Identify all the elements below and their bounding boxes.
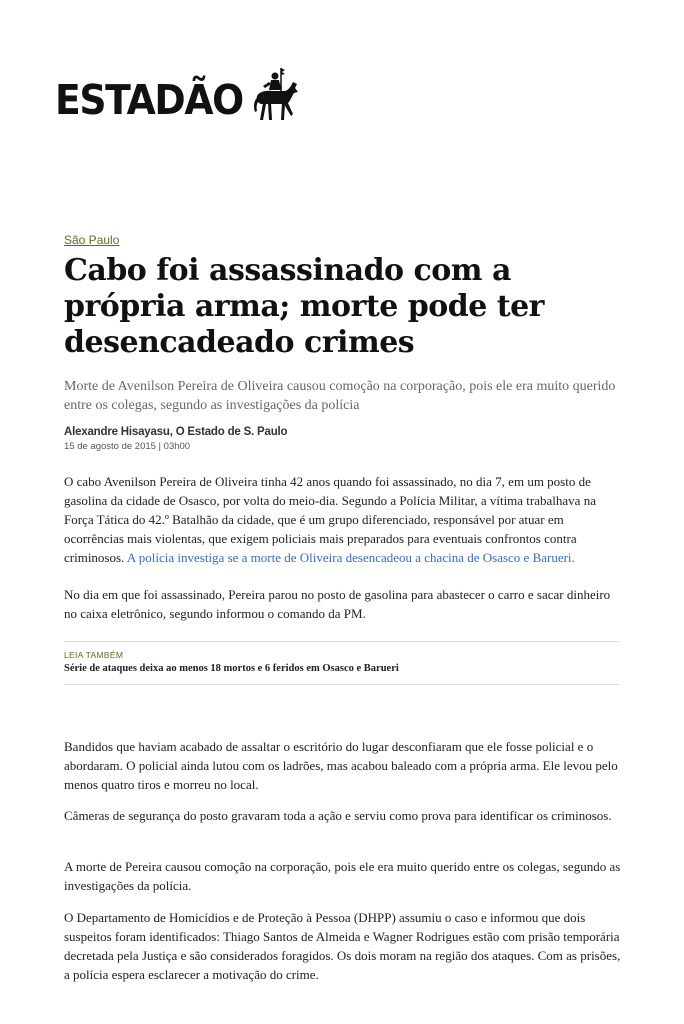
section-link[interactable]: São Paulo: [64, 233, 120, 247]
site-logo[interactable]: [55, 66, 299, 122]
paragraph-5: A morte de Pereira causou comoção na corporação, pois ele era muito querido entre os colegas, segundo as investigações da polícia.: [64, 859, 621, 893]
paragraph-1-text: O cabo Avenilson Pereira de Oliveira tinha 42 anos quando foi assassinado, no dia 7, em um posto de gasolina da cidade de Osasco, por volta do meio-dia. Segundo a Polícia Militar, a vítima trabalhava na Força Tática do 42.º Batalhão da cidade, que é um grupo diferenciado, responsável por atuar em ocorrências mais violentas, que exigem policiais mais preparados para eventuais confrontos contra criminosos.: [64, 474, 596, 565]
paragraph-2: No dia em que foi assassinado, Pereira parou no posto de gasolina para abastecer o carro e sacar dinheiro no caixa eletrônico, segundo informou o comando da PM.: [64, 587, 611, 621]
paragraph-3: Bandidos que haviam acabado de assaltar o escritório do lugar desconfiaram que ele fosse policial e o abordaram. O policial ainda lutou com os ladrões, mas acabou baleado com a própria arma. Ele levou pelo menos quatro tiros e morreu no local.: [64, 739, 618, 792]
related-label: LEIA TAMBÉM: [64, 650, 124, 660]
paragraph-1: [64, 472, 624, 567]
paragraph-4: Câmeras de segurança do posto gravaram toda a ação e serviu como prova para identificar os criminosos.: [64, 808, 612, 823]
logo-text: ESTADÃO: [55, 76, 243, 124]
article-title: Cabo foi assassinado com a própria arma; morte pode ter desencadeado crimes: [64, 253, 544, 360]
paragraph-6: O Departamento de Homicídios e de Proteção à Pessoa (DHPP) assumiu o caso e informou que dois suspeitos foram identificados: Thiago Santos de Almeida e Wagner Rodrigues estão com prisão temporária decretada pela Justiça e são considerados foragidos. Os dois moram na região dos ataques. Com as prisões, a polícia espera esclarecer a motivação do crime.: [64, 910, 621, 982]
related-article-link[interactable]: Série de ataques deixa ao menos 18 mortos e 6 feridos em Osasco e Barueri: [64, 663, 399, 674]
horse-rider-icon: [251, 66, 299, 122]
related-article-box: [64, 641, 619, 685]
article-subtitle: Morte de Avenilson Pereira de Oliveira causou comoção na corporação, pois ele era muito querido entre os colegas, segundo as investigações da polícia: [64, 379, 616, 413]
article-date: 15 de agosto de 2015 | 03h00: [64, 441, 191, 452]
article-author: Alexandre Hisayasu, O Estado de S. Paulo: [64, 426, 288, 438]
inline-article-link[interactable]: A polícia investiga se a morte de Oliveira desencadeou a chacina de Osasco e Barueri.: [126, 550, 575, 565]
